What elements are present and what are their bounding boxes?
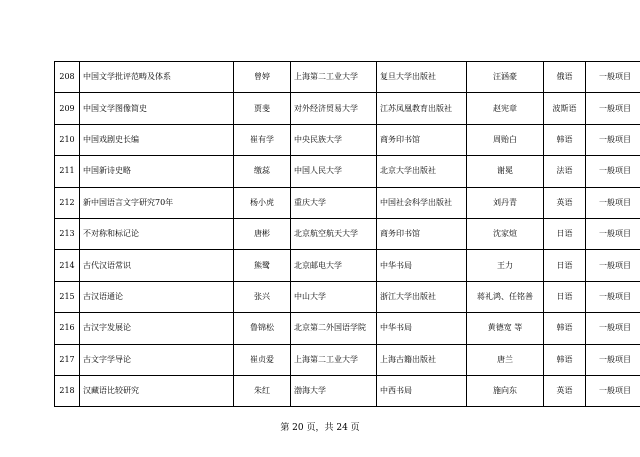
applicant-name: 崔贞爱 [234,344,291,375]
original-author: 周贻白 [467,124,544,155]
book-title: 中国新诗史略 [80,156,234,187]
table-row [55,187,640,218]
page-number: 第 20 页，共 24 页 [280,423,360,433]
table-row [55,281,640,312]
row-number: 216 [55,313,80,344]
project-type: 一般项目 [586,93,640,124]
project-type: 一般项目 [586,187,640,218]
publisher: 江苏凤凰教育出版社 [377,93,467,124]
table-row [55,156,640,187]
original-author: 施向东 [467,375,544,406]
table-row [55,313,640,344]
project-type: 一般项目 [586,218,640,249]
row-number: 208 [55,62,80,93]
institution: 中央民族大学 [291,124,377,155]
row-number: 214 [55,250,80,281]
original-author: 王力 [467,250,544,281]
institution: 上海第二工业大学 [291,344,377,375]
table-row [55,124,640,155]
language: 英语 [544,187,586,218]
book-title: 新中国语言文字研究70年 [80,187,234,218]
row-number: 213 [55,218,80,249]
publisher: 商务印书馆 [377,124,467,155]
publisher: 上海古籍出版社 [377,344,467,375]
institution: 重庆大学 [291,187,377,218]
applicant-name: 杨小虎 [234,187,291,218]
original-author: 刘丹青 [467,187,544,218]
original-author: 黄德宽 等 [467,313,544,344]
applicant-name: 熊鹭 [234,250,291,281]
project-type: 一般项目 [586,124,640,155]
original-author: 唐兰 [467,344,544,375]
publisher: 浙江大学出版社 [377,281,467,312]
row-number: 210 [55,124,80,155]
original-author: 汪涵豪 [467,62,544,93]
table-row [55,375,640,406]
publisher: 商务印书馆 [377,218,467,249]
institution: 北京邮电大学 [291,250,377,281]
language: 法语 [544,156,586,187]
table-row [55,250,640,281]
book-title: 古汉字发展论 [80,313,234,344]
row-number: 217 [55,344,80,375]
book-title: 中国文学图像简史 [80,93,234,124]
institution: 对外经济贸易大学 [291,93,377,124]
project-type: 一般项目 [586,156,640,187]
language: 日语 [544,281,586,312]
project-type: 一般项目 [586,281,640,312]
book-title: 中国文学批评范畴及体系 [80,62,234,93]
project-type: 一般项目 [586,62,640,93]
book-title: 古代汉语常识 [80,250,234,281]
project-table [54,61,640,407]
institution: 北京第二外国语学院 [291,313,377,344]
institution: 渤海大学 [291,375,377,406]
original-author: 沈家煊 [467,218,544,249]
row-number: 215 [55,281,80,312]
applicant-name: 张兴 [234,281,291,312]
applicant-name: 贾斐 [234,93,291,124]
row-number: 211 [55,156,80,187]
institution: 中山大学 [291,281,377,312]
institution: 中国人民大学 [291,156,377,187]
row-number: 212 [55,187,80,218]
language: 波斯语 [544,93,586,124]
language: 日语 [544,250,586,281]
institution: 北京航空航天大学 [291,218,377,249]
language: 日语 [544,218,586,249]
applicant-name: 鲁锦松 [234,313,291,344]
language: 英语 [544,375,586,406]
row-number: 218 [55,375,80,406]
applicant-name: 崔有学 [234,124,291,155]
project-type: 一般项目 [586,250,640,281]
book-title: 古汉语通论 [80,281,234,312]
table-row [55,344,640,375]
table-row [55,62,640,93]
row-number: 209 [55,93,80,124]
project-type: 一般项目 [586,313,640,344]
original-author: 蒋礼鸿、任铭善 [467,281,544,312]
publisher: 中国社会科学出版社 [377,187,467,218]
applicant-name: 朱红 [234,375,291,406]
publisher: 中华书局 [377,250,467,281]
language: 韩语 [544,313,586,344]
table-row [55,93,640,124]
publisher: 中西书局 [377,375,467,406]
institution: 上海第二工业大学 [291,62,377,93]
applicant-name: 曾婷 [234,62,291,93]
language: 韩语 [544,344,586,375]
project-type: 一般项目 [586,375,640,406]
language: 韩语 [544,124,586,155]
original-author: 谢冕 [467,156,544,187]
book-title: 不对称和标记论 [80,218,234,249]
original-author: 赵宪章 [467,93,544,124]
publisher: 北京大学出版社 [377,156,467,187]
book-title: 汉藏语比较研究 [80,375,234,406]
language: 俄语 [544,62,586,93]
book-title: 古文字学导论 [80,344,234,375]
applicant-name: 唐彬 [234,218,291,249]
project-type: 一般项目 [586,344,640,375]
applicant-name: 缴蕊 [234,156,291,187]
book-title: 中国戏剧史长编 [80,124,234,155]
publisher: 中华书局 [377,313,467,344]
publisher: 复旦大学出版社 [377,62,467,93]
table-row [55,218,640,249]
